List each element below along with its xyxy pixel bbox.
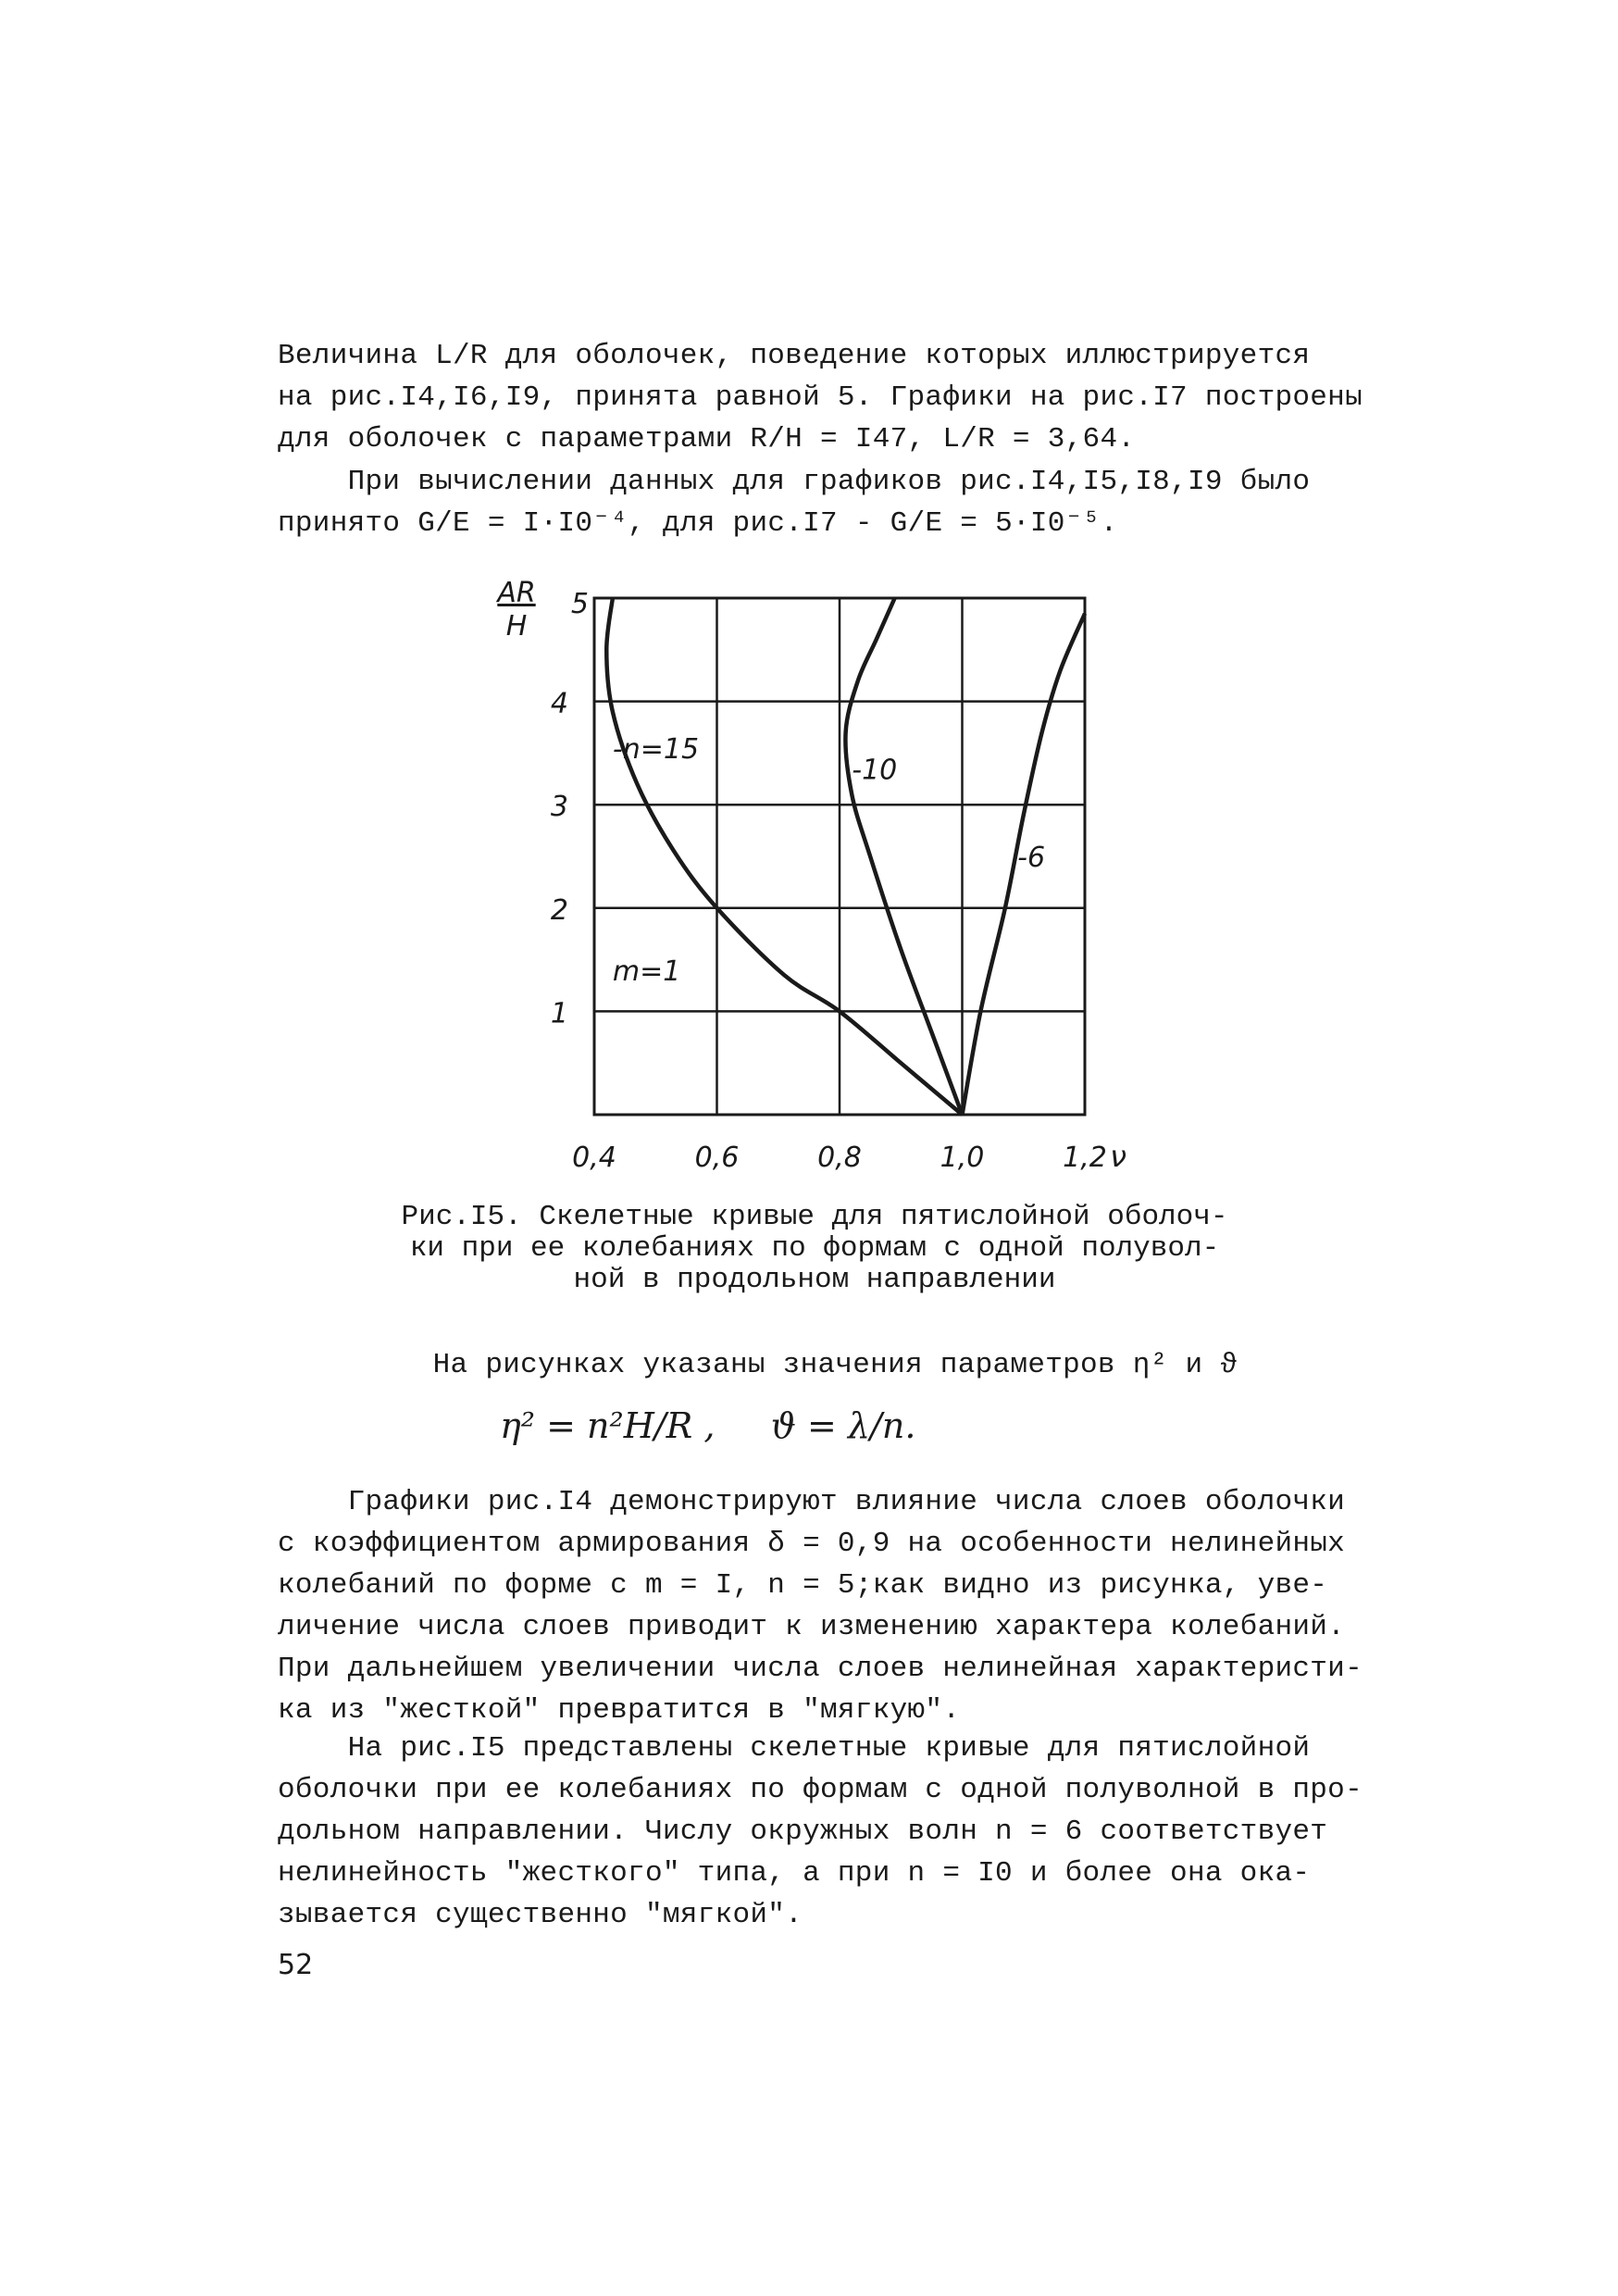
y-axis-label-denominator: H [505, 610, 528, 643]
mode-annotation: m=1 [612, 955, 681, 988]
text-line: На рис.I5 представлены скелетные кривые для пятислойной [278, 1732, 1311, 1765]
text-line: ка из "жесткой" превратится в "мягкую". [278, 1694, 961, 1727]
curve-n15 [606, 598, 962, 1115]
text-line: При вычислении данных для графиков рис.I4,I5,I8,I9 было [278, 466, 1311, 498]
y-tick-label: 4 [550, 687, 568, 720]
curve-10 [845, 598, 962, 1115]
figure-caption [398, 1202, 1231, 1296]
paragraph-intro [278, 335, 1363, 460]
caption-line: Рис.I5. Скелетные кривые для пятислойной оболоч- [401, 1201, 1228, 1233]
text-line: с коэффициентом армирования δ = 0,9 на особенности нелинейных [278, 1528, 1346, 1560]
text-line: личение числа слоев приводит к изменению характера колебаний. [278, 1611, 1346, 1643]
x-tick-label: 0,6 [694, 1142, 740, 1174]
text-line: Величина L/R для оболочек, поведение которых иллюстрируется [278, 340, 1311, 372]
y-axis-label-numerator: AR [497, 577, 536, 609]
paragraph-parameters [278, 461, 1310, 544]
text-line: оболочки при ее колебаниях по формам с одной полуволной в про- [278, 1774, 1363, 1806]
chart-curves [606, 598, 1085, 1115]
text-line: При дальнейшем увеличении числа слоев нелинейная характеристи- [278, 1653, 1363, 1685]
x-tick-label: 0,4 [572, 1142, 616, 1174]
text-line: зывается существенно "мягкой". [278, 1899, 803, 1931]
text-line: нелинейность "жесткого" типа, а при n = I0 и более она ока- [278, 1857, 1311, 1890]
paragraph-notation [363, 1344, 1238, 1386]
chart-labels [495, 577, 1126, 1174]
text-line: дольном направлении. Числу окружных волн n = 6 соответствует [278, 1816, 1328, 1848]
chart-grid [594, 598, 1085, 1115]
caption-line: ной в продольном направлении [573, 1264, 1056, 1296]
page-number: 52 [278, 1949, 314, 1981]
formula: η² = n²H/R , ϑ = λ/n. [500, 1405, 916, 1446]
y-tick-label: 1 [550, 997, 568, 1030]
text-line: На рисунках указаны значения параметров η² и ϑ [363, 1349, 1238, 1381]
text-line: Графики рис.I4 демонстрируют влияние числа слоев оболочки [278, 1486, 1346, 1518]
series-label: -10 [852, 754, 898, 787]
paragraph-figure15 [278, 1728, 1363, 1936]
text-line: принято G/E = I·I0⁻⁴, для рис.I7 - G/E = 5·I0⁻⁵. [278, 507, 1118, 540]
text-line: колебаний по форме с m = I, n = 5;как видно из рисунка, уве- [278, 1569, 1328, 1602]
y-tick-label: 5 [570, 588, 589, 620]
y-tick-label: 2 [550, 893, 568, 927]
x-tick-label: 0,8 [817, 1142, 862, 1174]
text-line: на рис.I4,I6,I9, принята равной 5. Графики на рис.I7 построены [278, 381, 1363, 414]
y-tick-label: 3 [550, 791, 568, 824]
x-tick-label: 1,2 [1063, 1142, 1107, 1174]
x-axis-label: ν [1110, 1139, 1126, 1174]
series-label: -6 [1017, 842, 1046, 875]
paragraph-figure14 [278, 1481, 1363, 1731]
text-line: для оболочек с параметрами R/H = I47, L/R = 3,64. [278, 423, 1136, 455]
x-tick-label: 1,0 [940, 1142, 985, 1174]
caption-line: ки при ее колебаниях по формам с одной полувол- [409, 1232, 1220, 1265]
series-label: -n=15 [612, 732, 700, 766]
